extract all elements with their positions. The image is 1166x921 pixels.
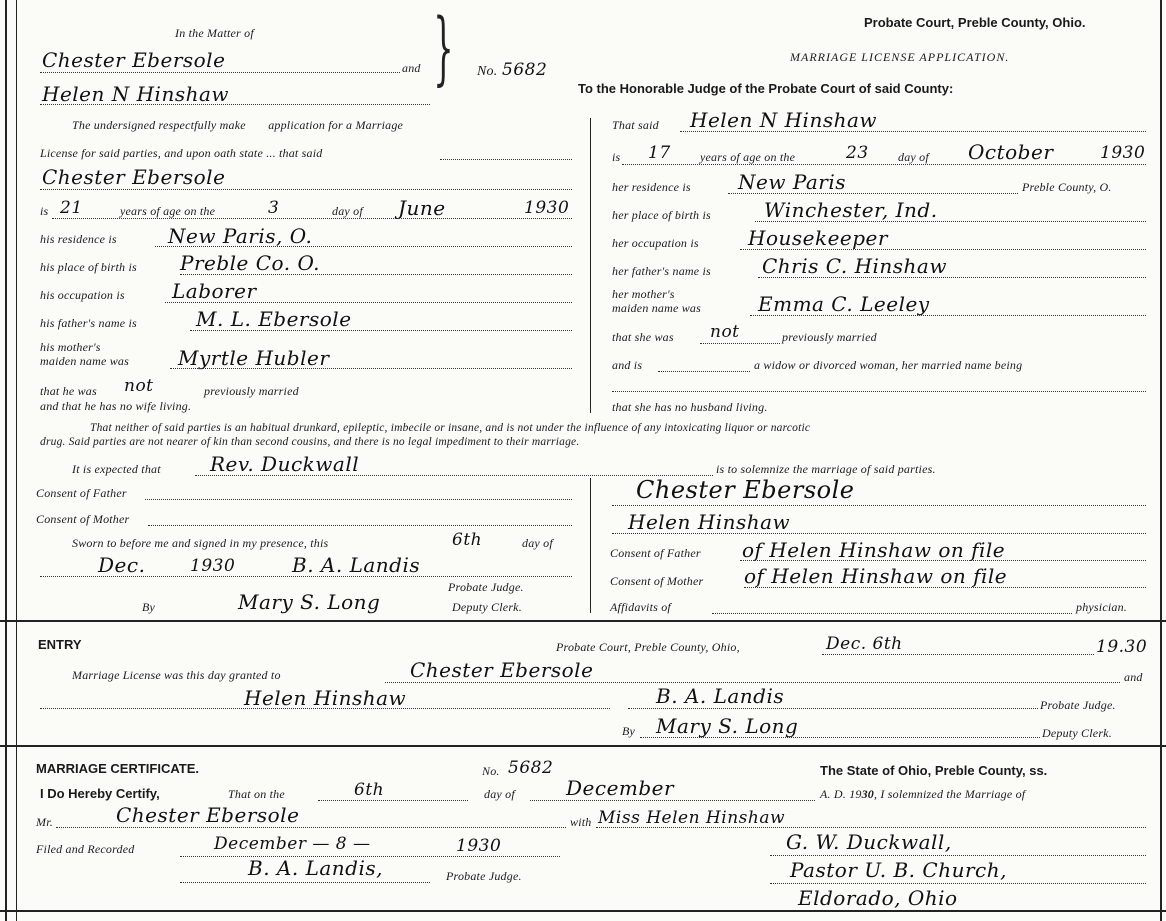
underline	[165, 302, 572, 303]
bride-mother-label-2: maiden name was	[612, 301, 701, 315]
underline	[40, 576, 572, 577]
entry-groom: Chester Ebersole	[410, 658, 594, 682]
underline	[612, 505, 1146, 506]
underline	[640, 737, 1040, 738]
bride-occupation: Housekeeper	[748, 226, 888, 250]
groom-mother-label-2: maiden name was	[40, 354, 129, 368]
groom-age: 21	[60, 198, 83, 218]
underline	[180, 882, 430, 883]
underline	[680, 131, 1146, 132]
underline	[728, 193, 1018, 194]
entry-bride: Helen Hinshaw	[244, 686, 407, 710]
entry-year: 19.30	[1096, 637, 1148, 657]
underline	[530, 800, 815, 801]
consent-mother-value: of Helen Hinshaw on file	[744, 564, 1008, 588]
entry-title: ENTRY	[38, 637, 82, 652]
underline	[318, 800, 468, 801]
sworn-day: 6th	[452, 530, 483, 550]
minister-title: Pastor U. B. Church,	[790, 858, 1007, 882]
bride-married-label-1: that she was	[612, 330, 674, 344]
groom-month: June	[398, 196, 446, 220]
entry-by: By	[622, 724, 636, 738]
bride-name: Helen N Hinshaw	[690, 108, 878, 132]
underline	[440, 159, 572, 160]
underline	[755, 221, 1146, 222]
underline	[190, 330, 572, 331]
underline	[740, 249, 1146, 250]
underline	[155, 246, 572, 247]
column-divider-lower	[590, 478, 591, 613]
certificate-divider	[0, 745, 1166, 747]
underline	[744, 587, 1146, 588]
groom-birth: Preble Co. O.	[180, 251, 321, 275]
mr-label: Mr.	[36, 815, 53, 829]
underline	[148, 525, 572, 526]
no-label: No.	[477, 64, 498, 79]
underline	[822, 654, 1094, 655]
by-label-oath: By	[142, 600, 156, 614]
judge-signature-oath: B. A. Landis	[292, 553, 421, 577]
certificate-day: 6th	[354, 780, 385, 800]
solemnize-text: is to solemnize the marriage of said parties.	[716, 462, 936, 476]
expected-label: It is expected that	[72, 462, 161, 476]
physician-label: physician.	[1076, 600, 1127, 614]
bride-no-husband: that she has no husband living.	[612, 400, 768, 414]
bride-father: Chris C. Hinshaw	[762, 254, 947, 278]
entry-court: Probate Court, Preble County, Ohio,	[556, 640, 740, 654]
groom-occupation: Laborer	[172, 279, 257, 303]
underline	[612, 533, 1146, 534]
underline	[40, 189, 572, 190]
bride-years-label: years of age on the	[700, 150, 796, 164]
affidavits-label: Affidavits of	[610, 600, 671, 614]
and-label: and	[402, 61, 421, 75]
intro-line-2: License for said parties, and upon oath state ... that said	[40, 146, 323, 160]
underline	[180, 274, 572, 275]
groom-no-wife: and that he has no wife living.	[40, 399, 192, 413]
in-matter-label: In the Matter of	[175, 26, 254, 40]
court-header: Probate Court, Preble County, Ohio.	[864, 15, 1086, 30]
sworn-text: Sworn to before me and signed in my presence, this	[72, 536, 329, 550]
underline	[170, 368, 572, 369]
bride-mother-label-1: her mother's	[612, 287, 675, 301]
bride-is-label: is	[612, 150, 621, 164]
groom-day: 3	[268, 198, 280, 218]
groom-mother-label-1: his mother's	[40, 340, 101, 354]
certificate-ad: A. D. 1930, I solemnized the Marriage of	[820, 787, 1026, 801]
filed-year: 1930	[456, 836, 502, 856]
groom-mother: Myrtle Hubler	[178, 346, 330, 370]
groom-birth-label: his place of birth is	[40, 260, 137, 274]
entry-and: and	[1124, 670, 1143, 684]
left-border	[5, 0, 7, 921]
certificate-judge-signature: B. A. Landis,	[248, 856, 383, 880]
groom-residence: New Paris, O.	[168, 224, 313, 248]
groom-is-label: is	[40, 204, 49, 218]
certificate-title: MARRIAGE CERTIFICATE.	[36, 761, 199, 776]
deputy-clerk-oath: Deputy Clerk.	[452, 600, 522, 614]
underline	[56, 827, 566, 828]
column-divider	[590, 118, 591, 413]
sworn-month: Dec.	[98, 553, 146, 577]
underline	[40, 104, 430, 105]
groom-married-value: not	[124, 376, 154, 396]
bride-father-label: her father's name is	[612, 264, 711, 278]
underline	[385, 682, 1120, 683]
underline	[40, 72, 400, 73]
consent-father-left: Consent of Father	[36, 486, 127, 500]
bride-name-header: Helen N Hinshaw	[42, 82, 230, 106]
entry-clerk-signature: Mary S. Long	[656, 714, 799, 738]
entry-deputy-clerk: Deputy Clerk.	[1042, 726, 1112, 740]
intro-line-1: The undersigned respectfully make application for a Marriage	[72, 118, 404, 132]
underline	[40, 708, 610, 709]
right-border	[1160, 0, 1162, 921]
entry-divider	[0, 620, 1166, 622]
bride-birth-label: her place of birth is	[612, 208, 711, 222]
bride-signature: Helen Hinshaw	[628, 510, 791, 534]
bride-month: October	[968, 140, 1054, 164]
bride-residence-suffix: Preble County, O.	[1022, 180, 1112, 194]
groom-occupation-label: his occupation is	[40, 288, 125, 302]
underline	[596, 827, 1146, 828]
groom-name: Chester Ebersole	[42, 165, 226, 189]
sworn-day-of: day of	[522, 536, 553, 550]
underline	[712, 613, 1072, 614]
underline	[770, 883, 1146, 884]
brace: }	[433, 1, 454, 94]
entry-judge-signature: B. A. Landis	[656, 684, 785, 708]
underline	[628, 708, 1038, 709]
certificate-groom: Chester Ebersole	[116, 803, 300, 827]
probate-judge-oath: Probate Judge.	[448, 580, 524, 594]
filed-date: December — 8 —	[214, 834, 371, 854]
bride-occupation-label: her occupation is	[612, 236, 699, 250]
underline	[750, 315, 1146, 316]
underline	[740, 560, 1146, 561]
certificate-day-of: day of	[484, 787, 515, 801]
certificate-probate-judge: Probate Judge.	[446, 869, 522, 883]
granted-text: Marriage License was this day granted to	[72, 668, 281, 682]
entry-date: Dec. 6th	[826, 634, 903, 654]
with-label: with	[570, 815, 592, 829]
bride-year: 1930	[1100, 143, 1146, 163]
minister-name: G. W. Duckwall,	[786, 830, 952, 854]
clerk-signature-oath: Mary S. Long	[238, 590, 381, 614]
oath-line-1: That neither of said parties is an habitual drunkard, epileptic, imbecile or insane, and is not under the influence of any intoxicating liquor or narcotic	[90, 422, 811, 434]
groom-father-label: his father's name is	[40, 316, 137, 330]
that-on-label: That on the	[228, 787, 285, 801]
groom-signature: Chester Ebersole	[636, 476, 855, 504]
certificate-month: December	[566, 776, 675, 800]
groom-day-of: day of	[332, 204, 363, 218]
entry-probate-judge: Probate Judge.	[1040, 698, 1116, 712]
underline	[700, 343, 780, 344]
underline	[758, 277, 1146, 278]
form-title: MARRIAGE LICENSE APPLICATION.	[790, 50, 1010, 64]
filed-label: Filed and Recorded	[36, 842, 135, 856]
consent-father-right: Consent of Father	[610, 546, 701, 560]
bride-and-is: and is	[612, 358, 643, 372]
minister-location: Eldorado, Ohio	[798, 886, 958, 910]
groom-name-header: Chester Ebersole	[42, 48, 226, 72]
bride-residence-label: her residence is	[612, 180, 691, 194]
certificate-no-value: 5682	[508, 758, 554, 778]
underline	[52, 218, 572, 219]
groom-year: 1930	[524, 198, 570, 218]
groom-father: M. L. Ebersole	[196, 307, 352, 331]
consent-mother-right: Consent of Mother	[610, 574, 704, 588]
underline	[770, 855, 1146, 856]
certify-label: I Do Hereby Certify,	[40, 786, 160, 801]
sworn-year: 1930	[190, 556, 236, 576]
bride-day: 23	[846, 143, 869, 163]
underline	[622, 164, 1146, 165]
bride-mother: Emma C. Leeley	[758, 292, 930, 316]
groom-years-label: years of age on the	[120, 204, 216, 218]
underline	[658, 371, 750, 372]
certificate-bride: Miss Helen Hinshaw	[598, 808, 786, 828]
groom-married-label-1: that he was	[40, 384, 97, 398]
bride-widow-line: a widow or divorced woman, her married name being	[754, 358, 1023, 372]
bride-married-value: not	[710, 322, 740, 342]
groom-married-label-2: previously married	[204, 384, 299, 398]
to-judge-line: To the Honorable Judge of the Probate Court of said County:	[578, 81, 954, 96]
bottom-border	[0, 910, 1166, 912]
certificate-no-label: No.	[482, 764, 500, 778]
consent-father-value: of Helen Hinshaw on file	[742, 538, 1006, 562]
oath-line-2: drug. Said parties are not nearer of kin than second cousins, and there is no legal impediment to their marriage.	[40, 436, 580, 448]
consent-mother-left: Consent of Mother	[36, 512, 130, 526]
bride-birth: Winchester, Ind.	[764, 198, 938, 222]
groom-residence-label: his residence is	[40, 232, 117, 246]
certificate-state: The State of Ohio, Preble County, ss.	[820, 763, 1048, 778]
bride-residence: New Paris	[738, 170, 847, 194]
bride-age: 17	[648, 143, 671, 163]
underline	[145, 499, 572, 500]
bride-married-label-2: previously married	[782, 330, 877, 344]
no-value: 5682	[502, 60, 548, 80]
underline	[612, 391, 1146, 392]
left-border-inner	[16, 0, 17, 921]
officiant: Rev. Duckwall	[210, 452, 360, 476]
bride-day-of: day of	[898, 150, 929, 164]
bride-that-said: That said	[612, 118, 659, 132]
